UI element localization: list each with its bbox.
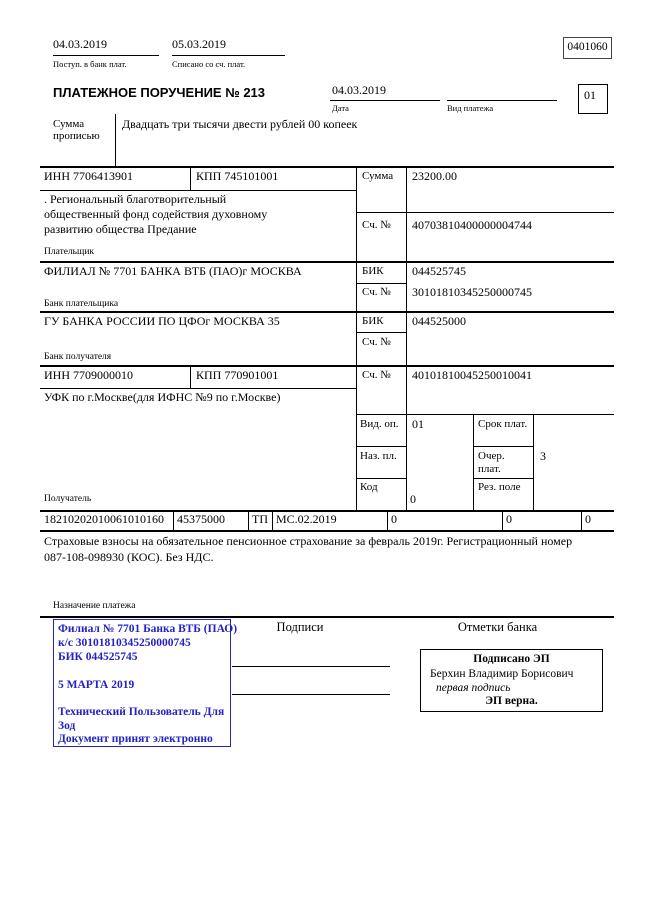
reserve-label: Рез. поле — [478, 481, 521, 493]
payee-bank-section-label: Банк получателя — [44, 352, 112, 362]
table-rule-col-label — [406, 166, 407, 512]
blue-stamp-line-1: Филиал № 7701 Банка ВТБ (ПАО) — [58, 623, 238, 635]
payee-inn: ИНН 7709000010 — [44, 368, 133, 382]
blue-stamp-line-5: Технический Пользователь Для — [58, 706, 225, 718]
taxrow-div5 — [502, 512, 503, 530]
priority-rule — [473, 478, 533, 479]
subtable-col1 — [473, 414, 474, 512]
purpose-code-label: Наз. пл. — [360, 450, 397, 462]
blue-stamp-line-2: к/с 30101810345250000745 — [58, 637, 191, 649]
purpose-section-label: Назначение платежа — [53, 601, 136, 611]
signatures-label: Подписи — [276, 620, 324, 634]
document-date-rule — [330, 100, 440, 101]
date-received: 04.03.2019 — [53, 37, 107, 51]
payer-bank-name: ФИЛИАЛ № 7701 БАНКА ВТБ (ПАО)г МОСКВА — [44, 264, 302, 278]
payer-account: 40703810400000004744 — [412, 218, 532, 232]
table-rule-col-left — [356, 166, 357, 512]
payer-account-label: Сч. № — [362, 219, 391, 231]
blue-stamp-line-7: Документ принят электронно — [58, 733, 213, 745]
status-code-box: 01 — [578, 84, 608, 114]
code-label: Код — [360, 481, 378, 493]
payee-account-label: Сч. № — [362, 369, 391, 381]
payer-section-rule — [40, 261, 614, 263]
priority-value: 3 — [540, 449, 546, 463]
amount-words-label: Сумма прописью — [53, 118, 100, 142]
date-debited-rule — [172, 55, 285, 56]
code-value: 0 — [410, 492, 416, 506]
amount-words-divider — [115, 114, 116, 167]
taxrow-div6 — [581, 512, 582, 530]
payer-name: . Региональный благотворительный общественный фонд содействия духовному развитию общества Предание — [44, 192, 268, 236]
tax-oktmo: 45375000 — [177, 512, 225, 526]
payee-bank-bik-label: БИК — [362, 315, 384, 327]
bank-marks-label: Отметки банка — [457, 620, 538, 634]
tax-period: МС.02.2019 — [276, 512, 337, 526]
payee-bank-name: ГУ БАНКА РОССИИ ПО ЦФОг МОСКВА 35 — [44, 314, 280, 328]
form-code-box: 0401060 — [563, 37, 612, 59]
document-date-label: Дата — [332, 103, 349, 113]
payee-bank-bik: 044525000 — [412, 314, 466, 328]
payee-inn-kpp-divider — [190, 365, 191, 388]
payer-inn-kpp-divider — [190, 166, 191, 190]
signature-line-2 — [232, 694, 390, 695]
payer-bank-section-rule — [40, 311, 614, 313]
op-kind-label: Вид. оп. — [360, 418, 399, 430]
tax-type: 0 — [585, 512, 591, 526]
payer-inn: ИНН 7706413901 — [44, 169, 133, 183]
blue-stamp-line-3: БИК 044525745 — [58, 651, 138, 663]
payment-kind-label: Вид платежа — [447, 103, 494, 113]
op-kind-value: 01 — [412, 417, 424, 431]
payer-bank-bik: 044525745 — [412, 264, 466, 278]
amount-words-value: Двадцать три тысячи двести рублей 00 копеек — [122, 117, 358, 131]
payee-bank-account-label: Сч. № — [362, 336, 391, 348]
priority-label: Очер. плат. — [478, 450, 505, 475]
subtable-rule-top — [356, 414, 614, 415]
taxrow-div3 — [272, 512, 273, 530]
payer-bank-account: 30101810345250000745 — [412, 285, 532, 299]
tax-doc-num: 0 — [391, 512, 397, 526]
stamp-subtitle: первая подпись — [436, 682, 511, 694]
date-received-rule — [53, 55, 159, 56]
blue-stamp-line-6: Зод — [58, 720, 76, 732]
table-rule-top — [40, 166, 614, 168]
due-date-label: Срок плат. — [478, 418, 528, 430]
tax-basis: ТП — [252, 512, 268, 526]
taxrow-div2 — [248, 512, 249, 530]
payee-bank-bik-rule — [356, 332, 406, 333]
sum-label: Сумма — [362, 170, 394, 182]
document-title: ПЛАТЕЖНОЕ ПОРУЧЕНИЕ № 213 — [53, 85, 266, 100]
opkind-rule — [356, 446, 406, 447]
stamp-verified: ЭП верна. — [485, 695, 538, 707]
payment-kind-rule — [447, 100, 557, 101]
tax-doc-date: 0 — [506, 512, 512, 526]
payee-inn-kpp-rule — [40, 388, 356, 389]
payer-bank-account-label: Сч. № — [362, 286, 391, 298]
payee-kpp: КПП 770901001 — [196, 368, 279, 382]
payee-section-label: Получатель — [44, 494, 92, 504]
payer-kpp: КПП 745101001 — [196, 169, 279, 183]
purpose-text: Страховые взносы на обязательное пенсионное страхование за февраль 2019г. Регистрационный номер 087-108-098930 (КОС). Без НДС. — [44, 534, 573, 564]
signature-line-1 — [232, 666, 390, 667]
tax-kbk: 18210202010061010160 — [44, 512, 164, 526]
payer-inn-kpp-rule — [40, 190, 356, 191]
payer-section-label: Плательщик — [44, 247, 95, 257]
nazpl-rule — [356, 478, 406, 479]
stamp-title: Подписано ЭП — [473, 653, 550, 665]
purpose-rule — [40, 616, 614, 618]
payee-account: 40101810045250010041 — [412, 368, 532, 382]
sum-value: 23200.00 — [412, 169, 457, 183]
taxrow-rule-bottom — [40, 530, 614, 532]
payee-name: УФК по г.Москве(для ИФНС №9 по г.Москве) — [44, 390, 281, 404]
blue-stamp-line-4: 5 МАРТА 2019 — [58, 679, 135, 691]
payer-bank-section-label: Банк плательщика — [44, 299, 119, 309]
date-received-label: Поступ. в банк плат. — [53, 59, 127, 69]
taxrow-div1 — [173, 512, 174, 530]
document-date: 04.03.2019 — [332, 83, 386, 97]
subtable-col2 — [533, 414, 534, 512]
payee-bank-section-rule — [40, 365, 614, 367]
date-debited: 05.03.2019 — [172, 37, 226, 51]
sum-cell-rule — [356, 212, 614, 213]
payer-bank-bik-rule — [356, 283, 406, 284]
stamp-signer-name: Берхин Владимир Борисович — [430, 668, 574, 680]
due-rule — [473, 446, 533, 447]
date-debited-label: Списано со сч. плат. — [172, 59, 246, 69]
payer-bank-bik-label: БИК — [362, 265, 384, 277]
taxrow-div4 — [387, 512, 388, 530]
